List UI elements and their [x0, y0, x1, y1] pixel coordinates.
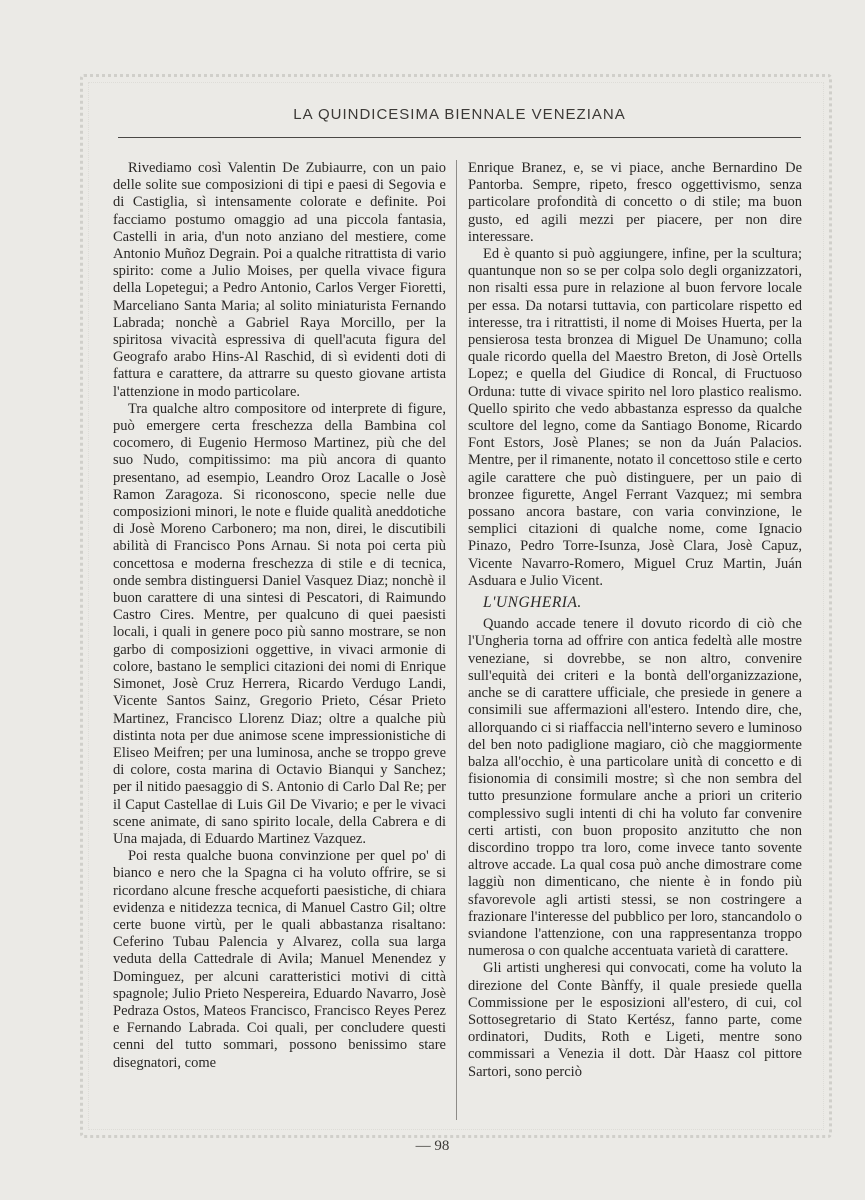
paragraph: Tra qualche altro compositore od interprete di figure, può emergere certa freschezza della Bambina col cocomero, di Eugenio Hermoso Martinez, più che del suo Nudo, compitissimo: ma più ancora di quanto presentano, ad esempio, Leandro Oroz Lacalle o Josè Ramon Zaragoza. Si riconoscono, specie nelle due composizioni minori, le note e fluide qualità aneddotiche di Josè Moreno Carbonero; ma non, direi, le discutibili abilità di Francisco Pons Arnau. Si nota poi certa più concettosa e moderna freschezza di stile e di tecnica, onde sembra distinguersi Daniel Vasquez Diaz; nonchè il buon carattere di una sintesi di Pescatori, di Raimundo Castro Cires. Mentre, per qualcuno di quei paesisti locali, i quali in genere poco più sanno mostrare, se non garbo di composizioni oggettive, in vivaci armonie di colore, bastano le semplici citazioni dei nomi di Enrique Simonet, Josè Cruz Herrera, Ricardo Verdugo Landi, Vicente Santos Sainz, Gregorio Prieto, César Prieto Martinez, Francisco Llorenz Diaz; oltre a qualche più distinta nota per due animose scene impressionistiche di Eliseo Meifren; per una luminosa, anche se troppo greve di colore, costa marina di Octavio Bianqui y Sanchez; per il nitido paesaggio di S. Antonio di Carlo Dal Re; per il Caput Castellae di Luis Gil De Vivario; e per le vivaci scene animate, di sano spirito locale, della Cabrera e di Una majada, di Eduardo Martinez Vazquez. [113, 400, 446, 847]
paragraph: Rivediamo così Valentin De Zubiaurre, con un paio delle solite sue composizioni di tipi e paesi di Segovia e di Castiglia, sì intensamente colorate e definite. Poi facciamo postumo omaggio ad una piccola fantasia, Castelli in aria, d'un noto anziano del mestiere, come Antonio Muñoz Degrain. Poi a qualche ritrattista di vario spirito: come a Julio Moises, per quella vivace figura della Lopetegui; a Pedro Antonio, Carlos Verger Fioretti, Marceliano Santa Maria; al solito miniaturista Fernando Labrada; nonchè a Gabriel Raya Morcillo, per la spiritosa vivacità espressiva di quell'acuta figura del Geografo arabo Hins-Al Raschid, di sì evidenti doti di fattura e carattere, da attrarre su questo giovane artista l'attenzione in modo particolare. [113, 160, 446, 400]
paragraph: Gli artisti ungheresi qui convocati, come ha voluto la direzione del Conte Bànffy, il quale presiede quella Commissione per le esposizioni all'estero, di cui, col Sottosegretario di Stato Kertész, fanno parte, come ordinatori, Dudits, Roth e Ligeti, mentre sono commissari a Venezia il dott. Dàr Haasz col pittore Sartori, sono perciò [468, 960, 802, 1080]
left-text-column [113, 160, 446, 1072]
paragraph: Poi resta qualche buona convinzione per quel po' di bianco e nero che la Spagna ci ha voluto offrire, se si ricordano alcune fresche acqueforti paesistiche, di chiara evidenza e nitidezza tecnica, di Manuel Castro Gil; oltre certe buone virtù, per le quali abbastanza risaltano: Ceferino Tubau Palencia y Alvarez, colla sua larga veduta della Cattedrale di Avila; Manuel Menendez y Dominguez, per alcuni caratteristici motivi di città spagnole; Julio Prieto Nespereira, Eduardo Navarro, Josè Pedraza Ostos, Mateos Francisco, Francisco Reyes Perez e Fernando Labrada. Coi quali, per concludere questi cenni del tutto sommari, possono benissimo stare disegnatori, come [113, 848, 446, 1071]
page-number: — 98 [415, 1138, 450, 1154]
paragraph: Ed è quanto si può aggiungere, infine, per la scultura; quantunque non so se per colpa solo degli organizzatori, non risalti essa pure in relazione al buon fervore locale per essa. Da notarsi tuttavia, con particolare rispetto ed interesse, tra i ritrattisti, il nome di Moises Huerta, per la pensierosa testa bronzea di Miguel De Unamuno; colla quale ricordo quella del Maestro Breton, di Josè Ortells Lopez; e quella del Giudice di Roncal, di Fructuoso Orduna: tutte di vivace spirito nel loro plastico realismo. Quello spirito che vedo abbastanza espresso da qualche scultore del legno, come da Santiago Bonome, Ricardo Font Estors, Josè Planes; se non da Juán Palacios. Mentre, per il rimanente, notato il concettoso stile e certo agile carattere che può distinguere, per un paio di bronzee figurette, Angel Ferrant Vazquez; mi sembra possano ancora bastare, con varia convinzione, le semplici citazioni di qualche nome, come Ignacio Pinazo, Pedro Torre-Isunza, Josè Clara, Josè Capuz, Vicente Navarro-Romero, Miguel Cruz Martin, Juán Asduara e Julio Vicent. [468, 246, 802, 589]
header-rule [118, 137, 801, 138]
running-header: LA QUINDICESIMA BIENNALE VENEZIANA [293, 106, 626, 123]
section-title: L'UNGHERIA. [483, 594, 582, 612]
right-text-column [468, 160, 802, 1081]
paragraph: Quando accade tenere il dovuto ricordo di ciò che l'Ungheria torna ad offrire con antica fedeltà alle mostre veneziane, si dovrebbe, se non altro, convenire sull'equità dei criteri e la bontà dell'organizzazione, anche se di carattere ufficiale, che presiede in genere a consimili sue affermazioni all'estero. Intendo dire, che, allorquando ci si riaffaccia nell'interno severo e luminoso del ben noto padiglione magiaro, ciò che maggiormente balza all'occhio, è una particolare unità di concetto e di fisionomia di consimili mostre; sì che non sembra del tutto presunzione formulare anche a priori un criterio complessivo sugli intenti di chi ha voluto far convenire certi artisti, con buon proposito anzitutto che non discordino troppo tra loro, come invece tanto sovente altrove accade. La qual cosa può anche dimostrare come laggiù non dimenticano, che niente è in fondo più sfavorevole agli artisti stessi, se non costringere a frazionare l'interesse del pubblico per loro, stancandolo o sviandone l'attenzione, con una rappresentanza troppo numerosa o con qualche accentuata varietà di carattere. [468, 616, 802, 960]
column-divider [456, 160, 457, 1120]
paragraph: Enrique Branez, e, se vi piace, anche Bernardino De Pantorba. Sempre, ripeto, fresco oggettivismo, senza particolare profondità di concetto o di stile; ma buon gusto, ed agili mezzi per piacere, per non dire interessare. [468, 160, 802, 245]
